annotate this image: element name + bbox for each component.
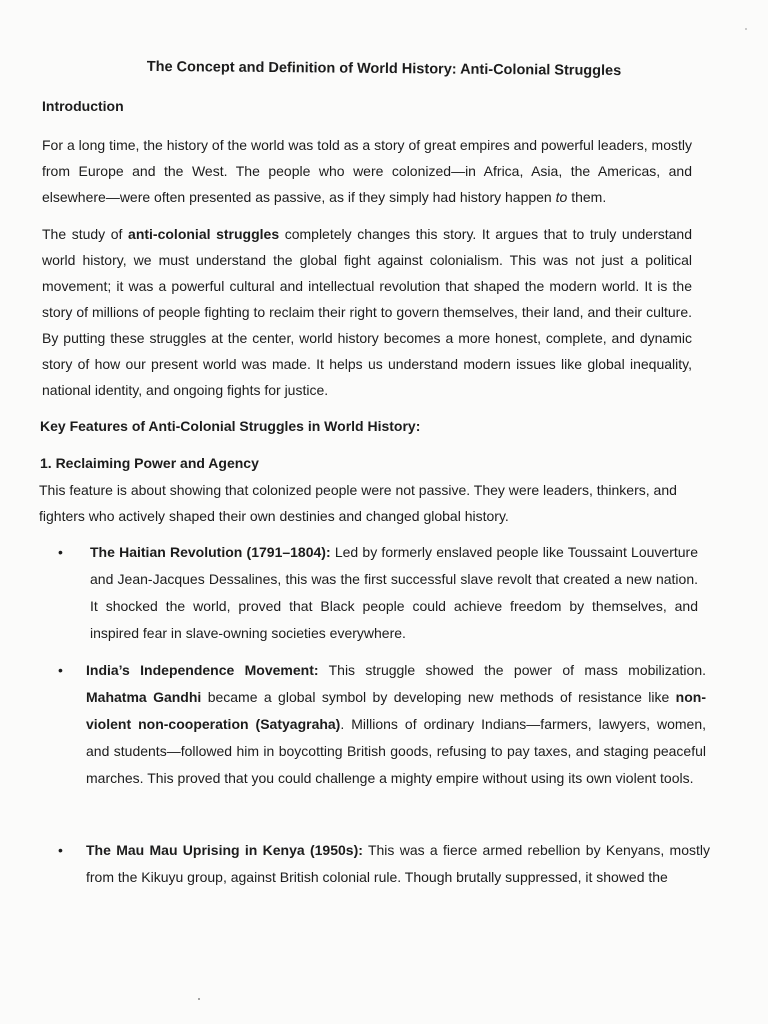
list-item	[58, 539, 698, 647]
document-title: The Concept and Definition of World History: Anti-Colonial Struggles	[146, 58, 622, 80]
scan-speck	[745, 28, 747, 30]
intro-paragraph-2-rest: completely changes this story. It argues that to truly understand world history, we must understand the global fight against colonialism. This was not just a political movement; it was a powerful cultural and intellectual revolution that shaped the modern world. It is the story of millions of people fighting to reclaim their right to govern themselves, their land, and their culture. By putting these struggles at the center, world history becomes a more honest, complete, and dynamic story of how our present world was made. It helps us understand modern issues like global inequality, national identity, and ongoing fights for justice.	[42, 226, 692, 398]
intro-paragraph-1-end: them.	[567, 189, 607, 205]
bullet-icon: •	[58, 842, 63, 858]
section-1-heading: 1. Reclaiming Power and Agency	[40, 455, 259, 471]
bullet-title: The Mau Mau Uprising in Kenya (1950s):	[86, 842, 363, 858]
intro-paragraph-1-text: For a long time, the history of the world was told as a story of great empires and powerful leaders, mostly from Europe and the West. The people who were colonized—in Africa, Asia, the Americas, and elsewhere—were often presented as passive, as if they simply had history happen	[42, 137, 692, 205]
bullet-bold-text: Mahatma Gandhi	[86, 689, 202, 705]
bullet-bold-text: non-violent non-cooperation (Satyagraha)	[86, 689, 706, 732]
intro-paragraph-1-italic: to	[555, 189, 568, 205]
section-1-paragraph	[39, 477, 699, 529]
list-item	[58, 657, 706, 792]
section-1-paragraph-text: This feature is about showing that colonized people were not passive. They were leaders, thinkers, and fighters who actively shaped their own destinies and changed global history.	[39, 482, 677, 524]
bullet-text: This was a fierce armed rebellion by Kenyans, mostly from the Kikuyu group, against British colonial rule. Though brutally suppressed, it showed the	[86, 842, 710, 885]
bullet-text: . Millions of ordinary Indians—farmers, lawyers, women, and students—followed him in boycotting British goods, refusing to pay taxes, and staging peaceful marches. This proved that you could challenge a mighty empire without using its own violent tools.	[86, 716, 706, 786]
bullet-title: The Haitian Revolution (1791–1804):	[90, 544, 331, 560]
intro-paragraph-1	[42, 132, 692, 210]
intro-paragraph-2-start: The study of	[42, 226, 129, 242]
list-item	[58, 837, 710, 891]
bullet-title: India’s Independence Movement:	[86, 662, 319, 678]
bullet-text: This struggle showed the power of mass mobilization.	[318, 662, 706, 678]
scan-speck	[198, 998, 200, 1000]
bullet-text: Led by formerly enslaved people like Toussaint Louverture and Jean-Jacques Dessalines, this was the first successful slave revolt that created a new nation. It shocked the world, proved that Black people could achieve freedom by themselves, and inspired fear in slave-owning societies everywhere.	[90, 544, 698, 641]
introduction-heading: Introduction	[42, 98, 124, 114]
bullet-icon: •	[58, 544, 63, 560]
bullet-text: became a global symbol by developing new methods of resistance like	[201, 689, 676, 705]
intro-paragraph-2	[42, 221, 692, 403]
bullet-icon: •	[58, 662, 63, 678]
intro-paragraph-2-bold: anti-colonial struggles	[128, 226, 280, 242]
key-features-heading: Key Features of Anti-Colonial Struggles in World History:	[40, 418, 421, 434]
